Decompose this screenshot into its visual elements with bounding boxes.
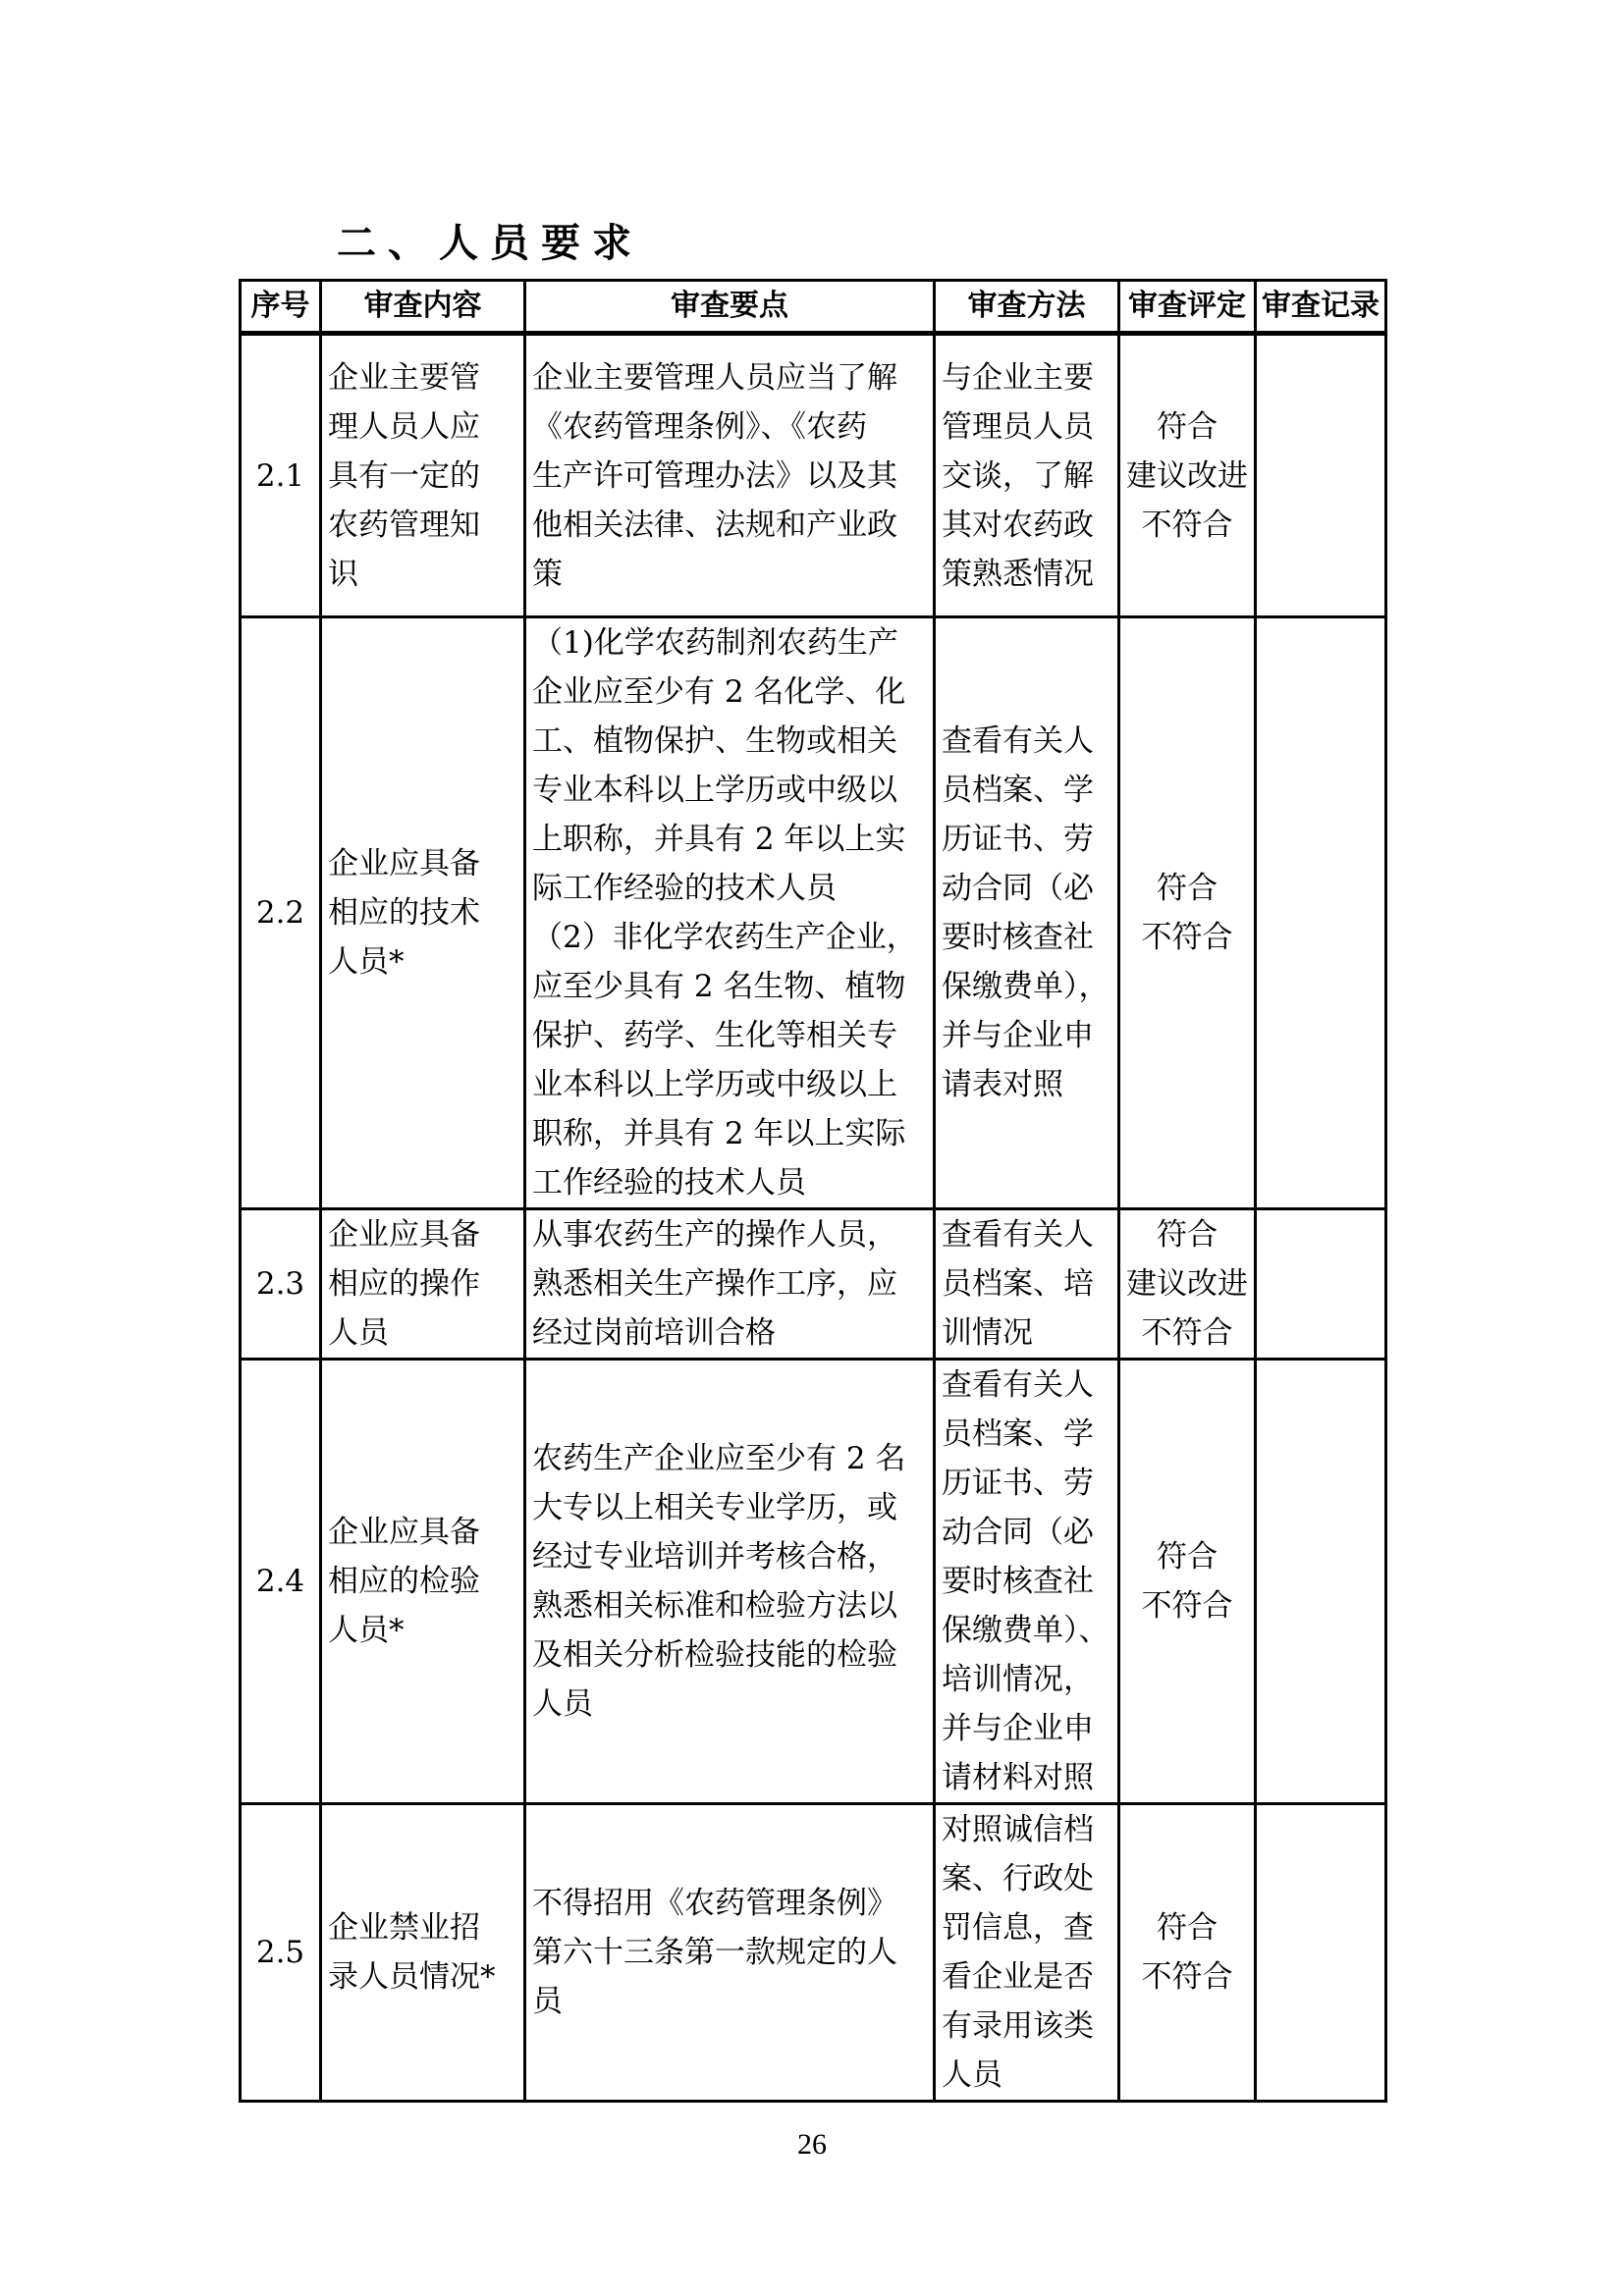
text-line: 熟悉相关生产操作工序，应 [532, 1266, 897, 1302]
text-line: 企业禁业招 [328, 1910, 480, 1946]
text-line: 对照诚信档 [942, 1812, 1094, 1847]
review-record-cell[interactable] [1256, 1804, 1386, 2102]
review-evaluation [1119, 334, 1256, 617]
evaluation-option: 不符合 [1141, 1959, 1233, 1995]
header-no: 序号 [241, 281, 321, 334]
text-line: 员档案、学 [942, 1416, 1094, 1452]
text-line: 企业主要管理人员应当了解 [532, 359, 897, 396]
review-evaluation [1119, 617, 1256, 1209]
text-line: 相应的检验 [328, 1564, 480, 1599]
text-line: 动合同（必 [942, 1515, 1094, 1550]
evaluation-option: 不符合 [1141, 1315, 1233, 1351]
review-record-cell[interactable] [1256, 1360, 1386, 1804]
table-row [241, 334, 1386, 617]
text-line: 人员 [942, 2057, 1002, 2093]
evaluation-option: 不符合 [1141, 1588, 1233, 1624]
text-line: 经过专业培训并考核合格， [532, 1539, 897, 1575]
review-record-cell[interactable] [1256, 1209, 1386, 1360]
evaluation-option: 符合 [1157, 1910, 1218, 1946]
text-line: 职称，并具有 2 年以上实际 [532, 1116, 906, 1151]
review-content [321, 617, 525, 1209]
header-record: 审查记录 [1256, 281, 1386, 334]
review-points [525, 334, 935, 617]
text-line: 其对农药政 [942, 507, 1094, 543]
text-line: 理人员人应 [328, 408, 480, 445]
text-line: 请材料对照 [942, 1760, 1094, 1795]
text-line: 请表对照 [942, 1067, 1063, 1102]
text-line: 历证书、劳 [942, 1466, 1094, 1501]
text-line: 人员 [328, 1315, 389, 1351]
evaluation-option: 符合 [1157, 408, 1218, 445]
header-method: 审查方法 [935, 281, 1119, 334]
text-line: 要时核查社 [942, 920, 1094, 955]
review-points [525, 1209, 935, 1360]
review-content [321, 334, 525, 617]
text-line: 保护、药学、生化等相关专 [532, 1018, 897, 1053]
text-line: 保缴费单）， [942, 969, 1110, 1004]
review-method [935, 1209, 1119, 1360]
text-line: 工、植物保护、生物或相关 [532, 723, 897, 759]
text-line: 《农药管理条例》、《农药 [532, 408, 867, 445]
row-number: 2.1 [241, 334, 321, 617]
text-line: 及相关分析检验技能的检验 [532, 1637, 897, 1673]
text-line: 他相关法律、法规和产业政 [532, 507, 897, 543]
review-evaluation [1119, 1804, 1256, 2102]
review-content [321, 1209, 525, 1360]
row-number: 2.4 [241, 1360, 321, 1804]
review-points [525, 1360, 935, 1804]
section-title: 二、人员要求 [337, 221, 643, 266]
text-line: 生产许可管理办法》以及其 [532, 457, 897, 494]
text-line: 相应的技术 [328, 895, 480, 931]
text-line: 应至少具有 2 名生物、植物 [532, 969, 906, 1004]
header-evaluation: 审查评定 [1119, 281, 1256, 334]
row-number: 2.2 [241, 617, 321, 1209]
text-line: （2）非化学农药生产企业， [532, 920, 917, 955]
evaluation-option: 建议改进 [1126, 457, 1248, 494]
text-line: 专业本科以上学历或中级以 [532, 773, 897, 808]
audit-table [239, 279, 1387, 2103]
review-method [935, 617, 1119, 1209]
text-line: 员档案、学 [942, 773, 1094, 808]
evaluation-option: 符合 [1157, 1217, 1218, 1253]
text-line: 有录用该类 [942, 2008, 1094, 2044]
evaluation-option: 建议改进 [1126, 1266, 1248, 1302]
header-content: 审查内容 [321, 281, 525, 334]
text-line: 查看有关人 [942, 1367, 1094, 1403]
text-line: 策熟悉情况 [942, 556, 1094, 592]
text-line: 管理员人员 [942, 408, 1094, 445]
text-line: 罚信息，查 [942, 1910, 1094, 1946]
text-line: 熟悉相关标准和检验方法以 [532, 1588, 897, 1624]
text-line: 历证书、劳 [942, 822, 1094, 857]
text-line: 不得招用《农药管理条例》 [532, 1886, 897, 1921]
header-points: 审查要点 [525, 281, 935, 334]
evaluation-option: 符合 [1157, 871, 1218, 906]
review-method [935, 334, 1119, 617]
text-line: 人员 [532, 1686, 593, 1722]
table-row [241, 1209, 1386, 1360]
review-points [525, 1804, 935, 2102]
text-line: （1)化学农药制剂农药生产 [532, 625, 898, 661]
text-line: 交谈，了解 [942, 457, 1094, 494]
text-line: 并与企业申 [942, 1018, 1094, 1053]
evaluation-option: 不符合 [1141, 920, 1233, 955]
text-line: 与企业主要 [942, 359, 1094, 396]
review-content [321, 1360, 525, 1804]
text-line: 策 [532, 556, 563, 592]
text-line: 看企业是否 [942, 1959, 1094, 1995]
evaluation-option: 不符合 [1141, 507, 1233, 543]
text-line: 查看有关人 [942, 1217, 1094, 1253]
text-line: 员档案、培 [942, 1266, 1094, 1302]
text-line: 企业应具备 [328, 846, 480, 881]
text-line: 业本科以上学历或中级以上 [532, 1067, 897, 1102]
text-line: 际工作经验的技术人员 [532, 871, 837, 906]
text-line: 企业应具备 [328, 1515, 480, 1550]
text-line: 训情况 [942, 1315, 1033, 1351]
review-content [321, 1804, 525, 2102]
text-line: 企业应至少有 2 名化学、化 [532, 674, 906, 710]
row-number: 2.5 [241, 1804, 321, 2102]
text-line: 查看有关人 [942, 723, 1094, 759]
review-record-cell[interactable] [1256, 334, 1386, 617]
review-evaluation [1119, 1360, 1256, 1804]
text-line: 上职称，并具有 2 年以上实 [532, 822, 906, 857]
text-line: 人员* [328, 944, 405, 980]
text-line: 工作经验的技术人员 [532, 1165, 806, 1201]
text-line: 企业应具备 [328, 1217, 480, 1253]
text-line: 农药生产企业应至少有 2 名 [532, 1441, 906, 1476]
text-line: 具有一定的 [328, 457, 480, 494]
text-line: 动合同（必 [942, 871, 1094, 906]
table-header-row [241, 281, 1386, 334]
review-method [935, 1804, 1119, 2102]
table-row [241, 1360, 1386, 1804]
table-row [241, 1804, 1386, 2102]
text-line: 大专以上相关专业学历，或 [532, 1490, 897, 1525]
table-row [241, 617, 1386, 1209]
text-line: 经过岗前培训合格 [532, 1315, 776, 1351]
text-line: 员 [532, 1984, 563, 2019]
text-line: 从事农药生产的操作人员， [532, 1217, 897, 1253]
text-line: 案、行政处 [942, 1861, 1094, 1896]
text-line: 并与企业申 [942, 1711, 1094, 1746]
evaluation-option: 符合 [1157, 1539, 1218, 1575]
text-line: 农药管理知 [328, 507, 480, 543]
text-line: 人员* [328, 1613, 405, 1648]
review-evaluation [1119, 1209, 1256, 1360]
text-line: 第六十三条第一款规定的人 [532, 1935, 897, 1970]
text-line: 培训情况， [942, 1662, 1094, 1697]
review-points [525, 617, 935, 1209]
review-method [935, 1360, 1119, 1804]
text-line: 识 [328, 556, 358, 592]
text-line: 企业主要管 [328, 359, 480, 396]
text-line: 相应的操作 [328, 1266, 480, 1302]
text-line: 要时核查社 [942, 1564, 1094, 1599]
row-number: 2.3 [241, 1209, 321, 1360]
text-line: 保缴费单）、 [942, 1613, 1110, 1648]
page-number: 26 [797, 2128, 827, 2161]
review-record-cell[interactable] [1256, 617, 1386, 1209]
text-line: 录人员情况* [328, 1959, 496, 1995]
